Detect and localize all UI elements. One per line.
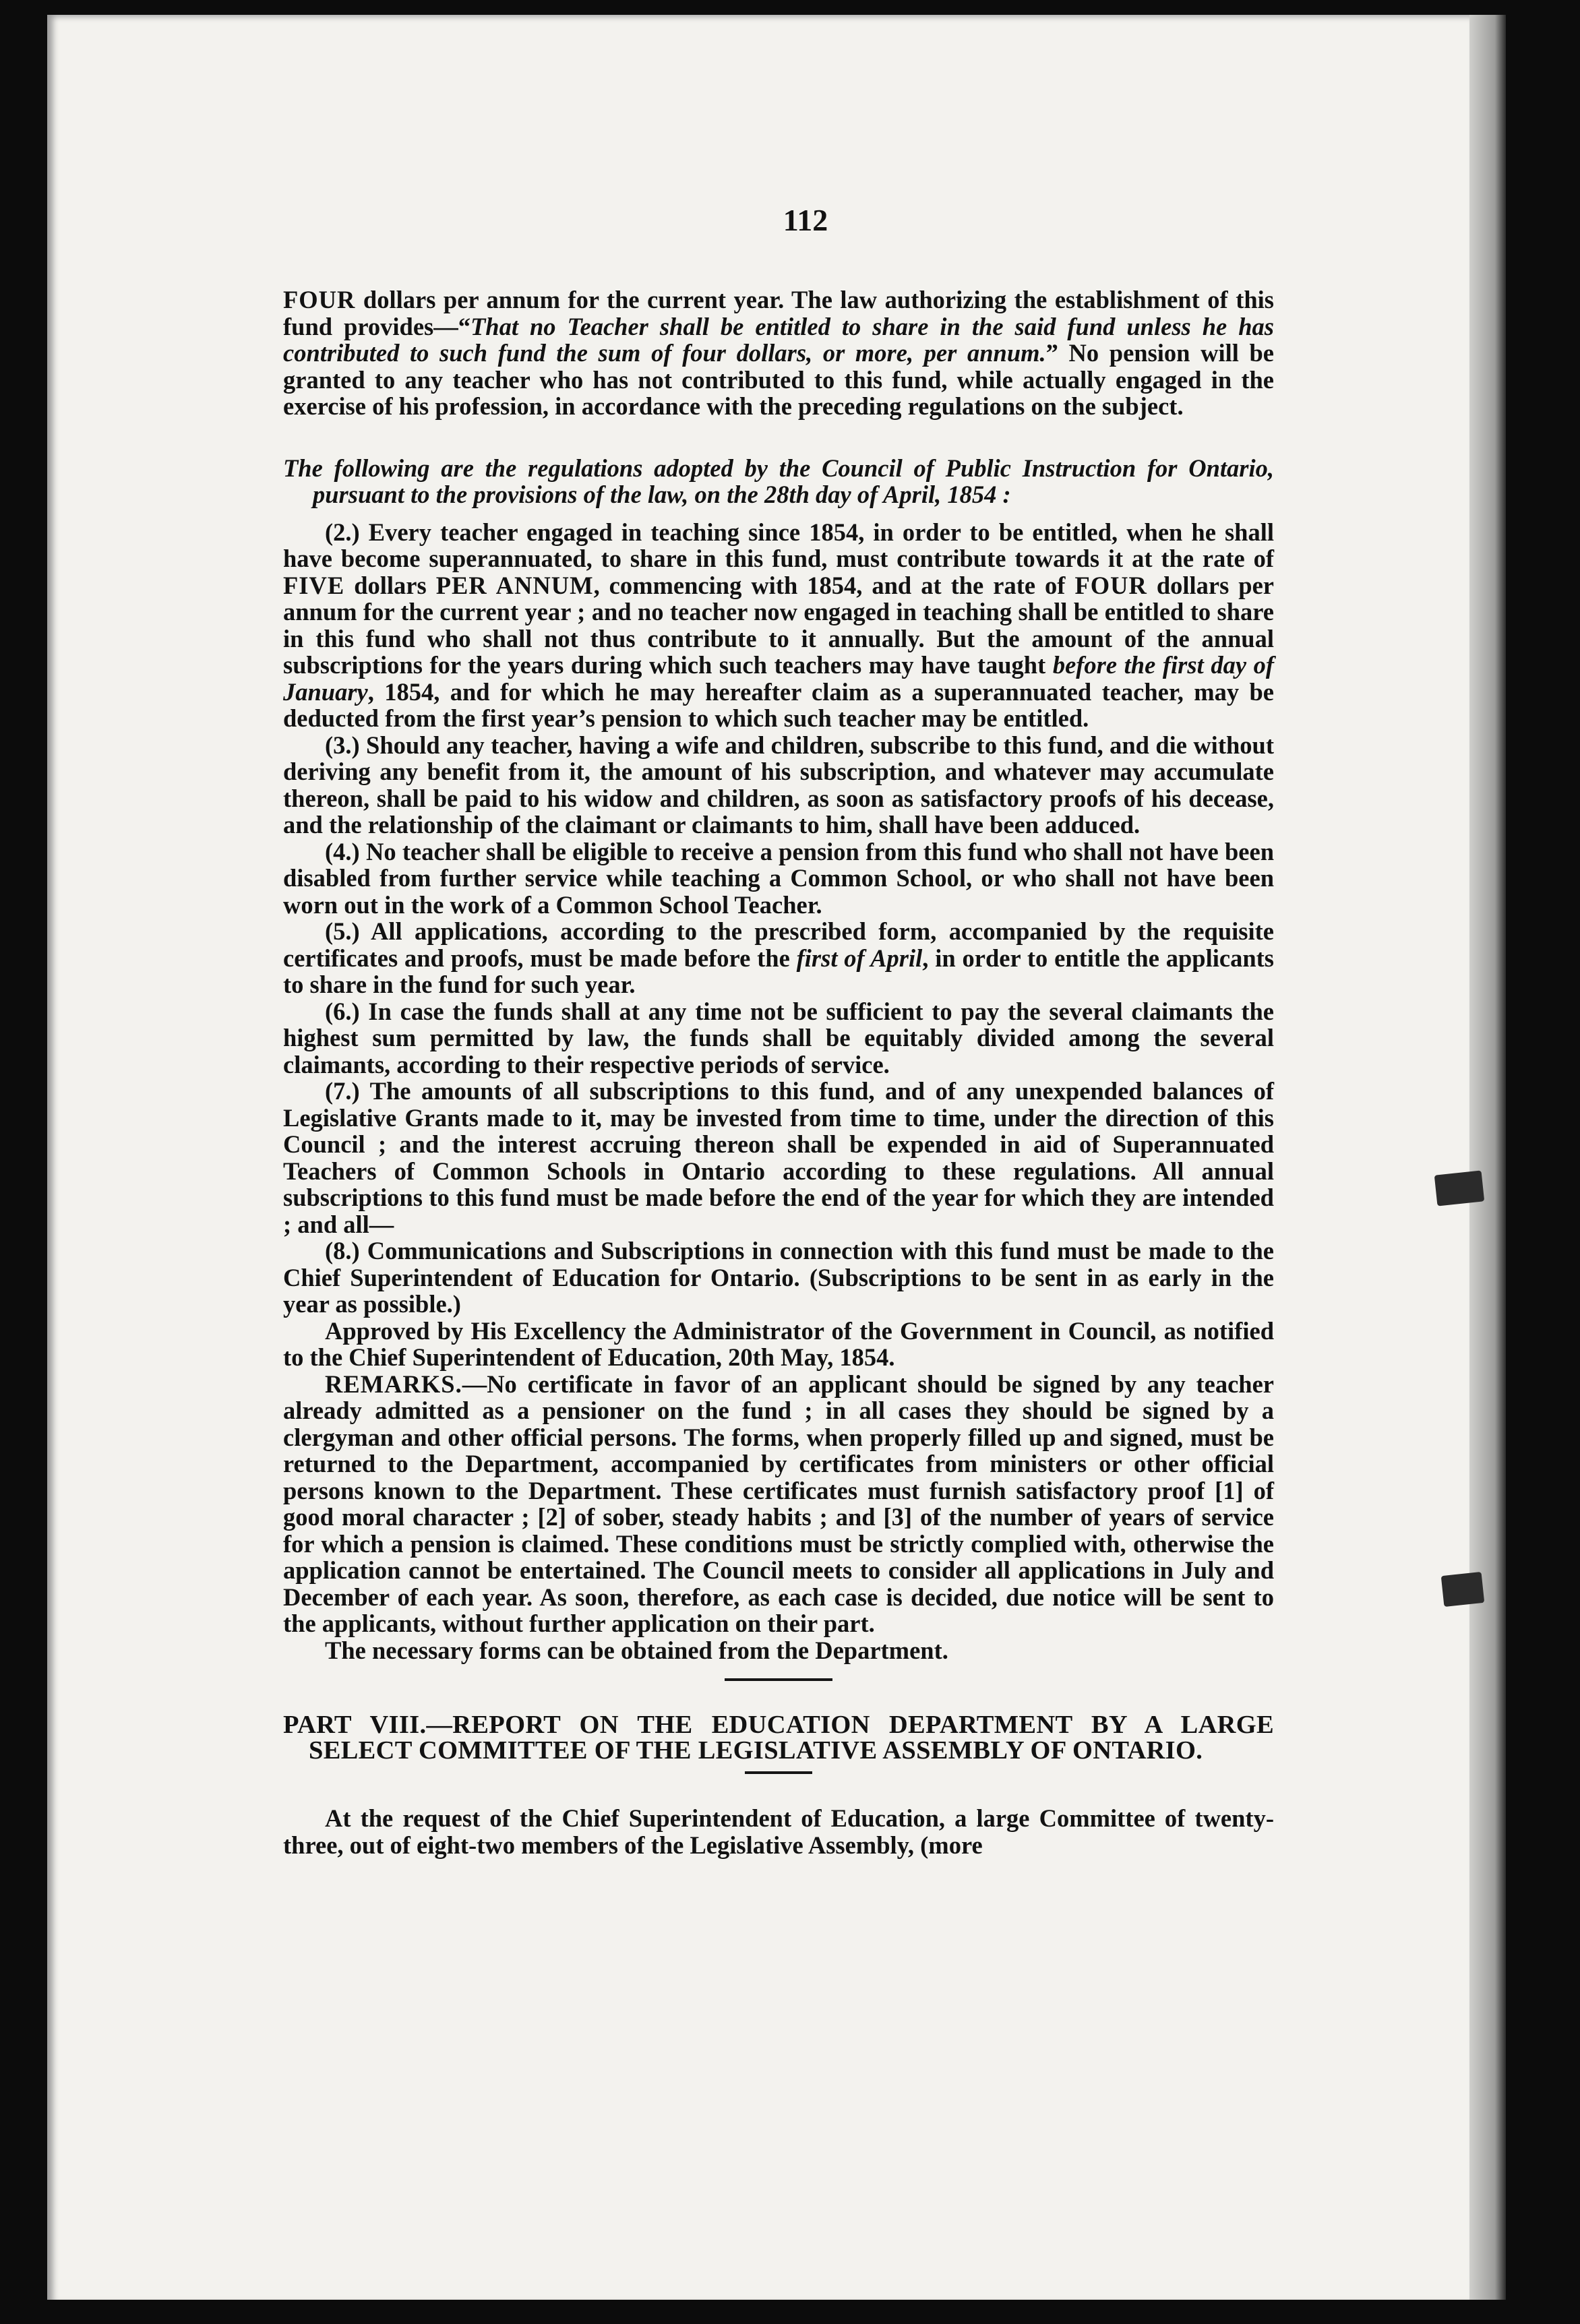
page-edge-shadow: [1469, 15, 1506, 2300]
regulation-2-four: FOUR: [1074, 571, 1147, 599]
remarks-label: REMARKS.: [325, 1370, 462, 1398]
regulation-5-italic: first of April: [796, 944, 923, 972]
regulation-3: (3.) Should any teacher, having a wife and children, subscribe to this fund, and die without deriving any benefit from it, the amount of his subscription, and whatever may accumulate thereon, shall be paid to his widow and children, as soon as satisfactory proofs of his decease, and the relationship of the claimant or claimants to him, shall have been adduced.: [283, 731, 1274, 838]
approval-note: Approved by His Excellency the Administrator of the Government in Council, as notified to the Chief Superintendent of Education, 20th May, 1854.: [283, 1316, 1274, 1371]
regulation-2-text-a: (2.) Every teacher engaged in teaching since 1854, in order to be entitled, when he shall have become superannuated, to share in this fund, must contribute towards it at the rate of: [283, 518, 1274, 572]
page-number: 112: [783, 203, 828, 237]
regulation-8: (8.) Communications and Subscriptions in connection with this fund must be made to the Chief Superintendent of Education for Ontario. (Subscriptions to be sent in as early in the year as possible.): [283, 1237, 1274, 1318]
regulation-2-text-c: , commencing with 1854, and at the rate of: [593, 571, 1075, 599]
closing-paragraph: At the request of the Chief Superintendent of Education, a large Committee of twenty-three, out of eight-two members of the Legislative Assembly, (more: [283, 1804, 1274, 1859]
regulation-2-text-e: , 1854, and for which he may hereafter claim as a superannuated teacher, may be deducted from the first year’s pension to which such teacher may be entitled.: [283, 677, 1274, 732]
remarks-text: —No certificate in favor of an applicant should be signed by any teacher already admitted as a pensioner on the fund ; in all cases they should be signed by a clergyman and other official persons. The forms, when properly filled up and signed, must be returned to the Department, accompanied by certificates from ministers or other official persons known to the Department. These certificates must furnish satisfactory proof [1] of good moral character ; [2] of sober, steady habits ; and [3] of the number of years of service for which a pension is claimed. These conditions must be strictly complied with, otherwise the application cannot be entertained. The Council meets to consider all applications in July and December of each year. As soon, therefore, as each case is decided, due notice will be sent to the applicants, without further application on their part.: [283, 1370, 1274, 1637]
binding-clip-1: [1434, 1170, 1484, 1206]
regulation-2-per-annum: PER ANNUM: [435, 571, 594, 599]
intro-paragraph: [283, 286, 1274, 420]
remarks-paragraph: [283, 1371, 1274, 1637]
part-heading: PART VIII.—REPORT ON THE EDUCATION DEPARTMENT BY A LARGE SELECT COMMITTEE OF THE LEGISLATIVE ASSEMBLY OF ONTARIO.: [283, 1711, 1274, 1765]
regulation-2-five: FIVE: [283, 571, 345, 599]
regulation-5-text-b: , in order to entitle the applicants to share in the fund for such year.: [283, 944, 1274, 998]
page-text: [283, 202, 1274, 1858]
intro-text-b: ” No pension will be granted to any teacher who has not contributed to this fund, while actually engaged in the exercise of his profession, in accordance with the preceding regulations on the subject.: [283, 339, 1274, 420]
section-divider: [725, 1678, 832, 1681]
intro-quote: That no Teacher shall be entitled to share in the said fund unless he has contributed to such fund the sum of four dollars, or more, per annum.: [283, 312, 1274, 367]
regulation-2-text-b: dollars: [344, 571, 436, 599]
regulation-2: [283, 519, 1274, 732]
intro-text-a: dollars per annum for the current year. The law authorizing the establishment of this fund provides—“: [283, 286, 1274, 340]
regulation-7: (7.) The amounts of all subscriptions to this fund, and of any unexpended balances of Legislative Grants made to it, may be invested from time to time, under the direction of this Council ; and the interest accruing thereon shall be expended in aid of Superannuated Teachers of Common Schools in Ontario according to these regulations. All annual subscriptions to this fund must be made before the end of the year for which they are intended ; and all—: [283, 1077, 1274, 1238]
regulation-2-text-d: dollars per annum for the current year ; and no teacher now engaged in teaching shall be entitled to share in this fund who shall not thus contribute to it annually. But the amount of the annual subscriptions for the years during which such teachers may have taught: [283, 571, 1275, 679]
regulation-2-italic: before the first day of January: [283, 651, 1275, 706]
heading-divider: [745, 1771, 812, 1774]
intro-four: FOUR: [283, 286, 356, 313]
regulation-4: (4.) No teacher shall be eligible to receive a pension from this fund who shall not have been disabled from further service while teaching a Common School, or who shall not have been worn out in the work of a Common School Teacher.: [283, 837, 1274, 919]
forms-note: The necessary forms can be obtained from the Department.: [325, 1636, 948, 1664]
regulation-6: (6.) In case the funds shall at any time not be sufficient to pay the several claimants the highest sum permitted by law, the funds shall be equitably divided among the several claimants, according to their respective periods of service.: [283, 997, 1274, 1078]
regulations-intro: The following are the regulations adopted by the Council of Public Instruction for Ontario, pursuant to the provisions of the law, on the 28th day of April, 1854 :: [283, 454, 1274, 508]
intro-text: [283, 286, 1274, 420]
regulation-5: [283, 918, 1274, 998]
binding-clip-2: [1441, 1572, 1484, 1607]
regulation-5-text-a: (5.) All applications, according to the prescribed form, accompanied by the requisite certificates and proofs, must be made before the: [283, 917, 1274, 972]
